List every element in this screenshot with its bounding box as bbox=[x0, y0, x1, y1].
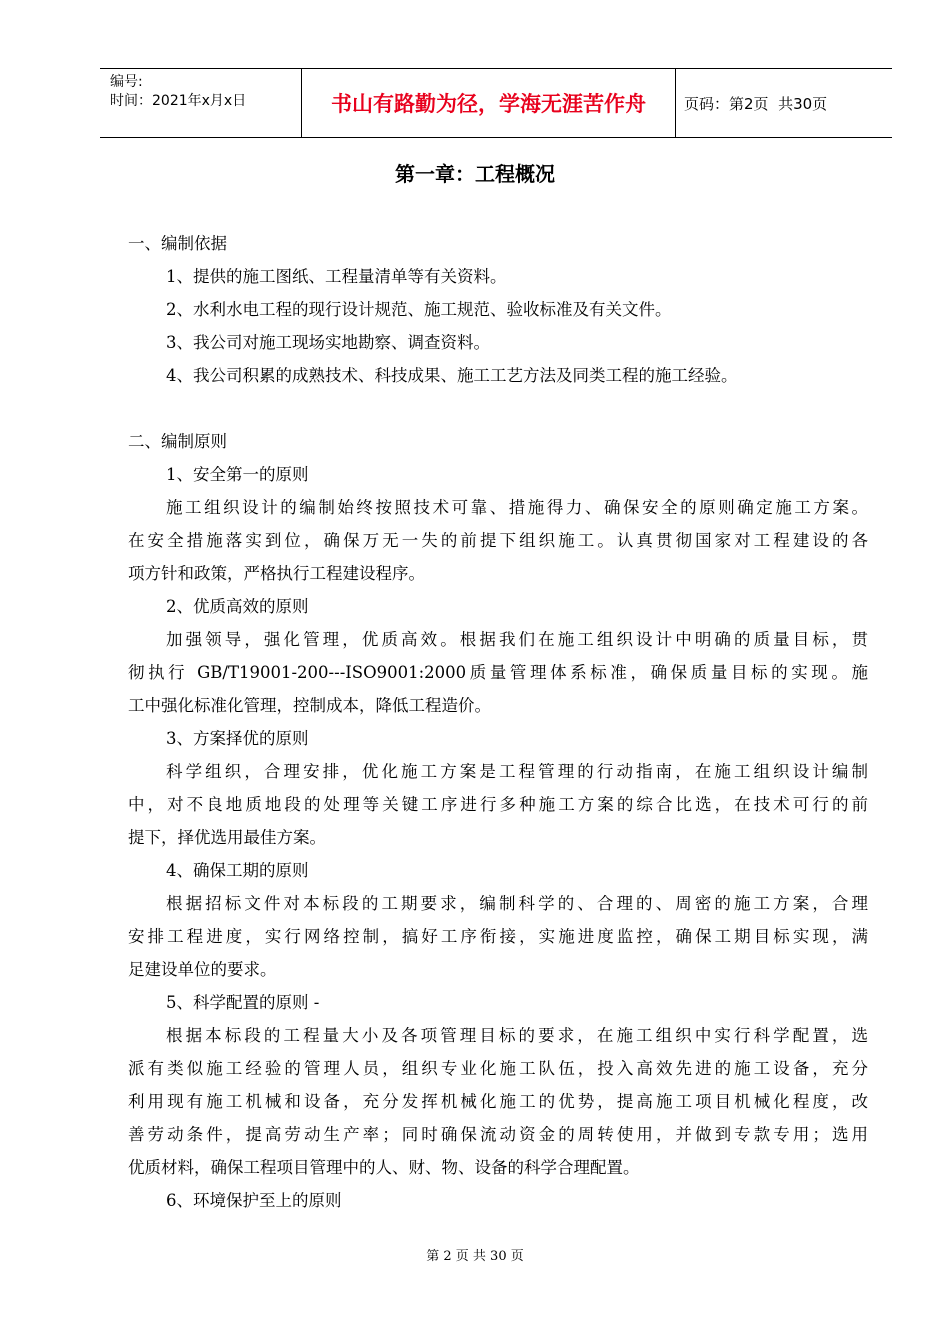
principle-title: 6、环境保护至上的原则 bbox=[166, 1191, 342, 1210]
paragraph-line: 加强领导，强化管理，优质高效。根据我们在施工组织设计中明确的质量目标，贯 bbox=[166, 630, 868, 649]
paragraph-line: 根据招标文件对本标段的工期要求，编制科学的、合理的、周密的施工方案，合理 bbox=[166, 894, 868, 913]
section-heading: 二、编制原则 bbox=[128, 432, 227, 451]
paragraph-line: 科学组织，合理安排，优化施工方案是工程管理的行动指南，在施工组织设计编制 bbox=[166, 762, 868, 781]
header-page-label: 页码：第2页 共30页 bbox=[684, 94, 828, 113]
header-motto: 书山有路勤为径，学海无涯苦作舟 bbox=[302, 69, 676, 137]
page-footer: 第 2 页 共 30 页 bbox=[426, 1249, 524, 1264]
chapter-title: 第一章：工程概况 bbox=[395, 162, 555, 186]
paragraph-line: 善劳动条件，提高劳动生产率；同时确保流动资金的周转使用，并做到专款专用；选用 bbox=[128, 1125, 868, 1144]
paragraph-line: 在安全措施落实到位，确保万无一失的前提下组织施工。认真贯彻国家对工程建设的各 bbox=[128, 531, 868, 550]
paragraph-line: 提下，择优选用最佳方案。 bbox=[128, 828, 326, 847]
paragraph-line: 彻执行 GB/T19001-200---ISO9001:2000质量管理体系标准，确保质量目标的实现。施 bbox=[128, 663, 868, 682]
paragraph-line: 优质材料，确保工程项目管理中的人、财、物、设备的科学合理配置。 bbox=[128, 1158, 640, 1177]
principle-title: 1、安全第一的原则 bbox=[166, 465, 309, 484]
list-item: 2、水利水电工程的现行设计规范、施工规范、验收标准及有关文件。 bbox=[166, 300, 672, 319]
document-number-label: 编号: bbox=[110, 74, 143, 90]
header-page-info bbox=[676, 69, 892, 137]
principle-title: 4、确保工期的原则 bbox=[166, 861, 309, 880]
paragraph-line: 项方针和政策，严格执行工程建设程序。 bbox=[128, 564, 425, 583]
document-body bbox=[128, 227, 868, 1217]
paragraph-line: 中，对不良地质地段的处理等关键工序进行多种施工方案的综合比选，在技术可行的前 bbox=[128, 795, 868, 814]
paragraph-line: 安排工程进度，实行网络控制，搞好工序衔接，实施进度监控，确保工期目标实现，满 bbox=[128, 927, 868, 946]
principle-title: 2、优质高效的原则 bbox=[166, 597, 309, 616]
section-heading: 一、编制依据 bbox=[128, 234, 227, 253]
paragraph-line: 足建设单位的要求。 bbox=[128, 960, 277, 979]
page-header bbox=[100, 68, 892, 138]
header-meta bbox=[100, 69, 302, 137]
principle-title: 5、科学配置的原则 - bbox=[166, 993, 320, 1012]
principle-title: 3、方案择优的原则 bbox=[166, 729, 309, 748]
list-item: 4、我公司积累的成熟技术、科技成果、施工工艺方法及同类工程的施工经验。 bbox=[166, 366, 738, 385]
paragraph-line: 工中强化标准化管理，控制成本，降低工程造价。 bbox=[128, 696, 491, 715]
section-spacer bbox=[128, 392, 868, 425]
document-time-label: 时间：2021年x月x日 bbox=[110, 93, 247, 109]
list-item: 3、我公司对施工现场实地勘察、调查资料。 bbox=[166, 333, 490, 352]
paragraph-line: 派有类似施工经验的管理人员，组织专业化施工队伍，投入高效先进的施工设备，充分 bbox=[128, 1059, 868, 1078]
paragraph-line: 根据本标段的工程量大小及各项管理目标的要求，在施工组织中实行科学配置，选 bbox=[166, 1026, 868, 1045]
list-item: 1、提供的施工图纸、工程量清单等有关资料。 bbox=[166, 267, 507, 286]
paragraph-line: 利用现有施工机械和设备，充分发挥机械化施工的优势，提高施工项目机械化程度，改 bbox=[128, 1092, 868, 1111]
paragraph-line: 施工组织设计的编制始终按照技术可靠、措施得力、确保安全的原则确定施工方案。 bbox=[166, 498, 868, 517]
